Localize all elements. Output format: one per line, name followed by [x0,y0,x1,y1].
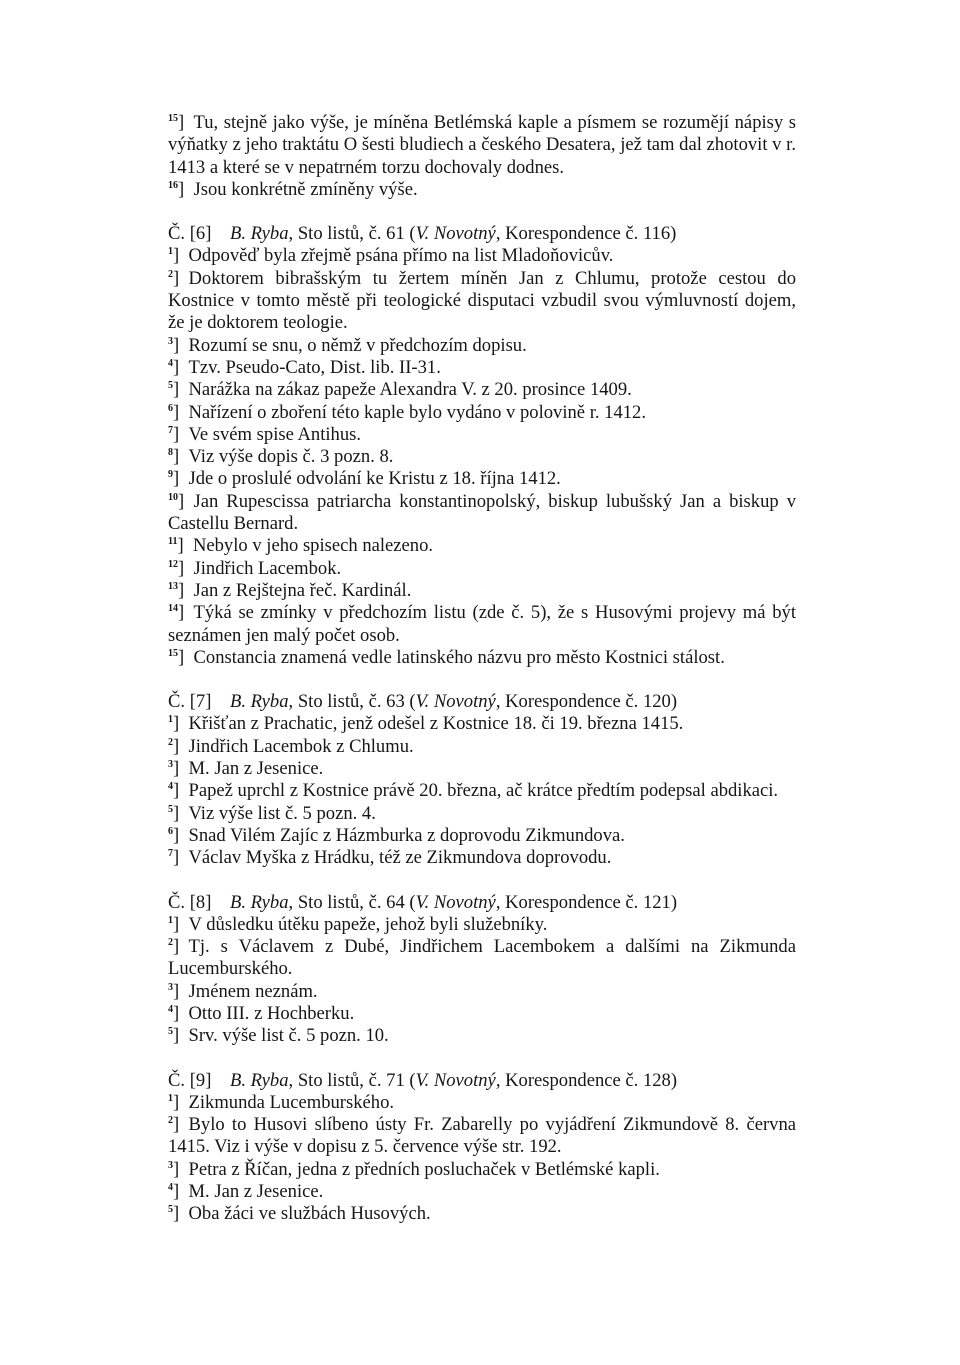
section-gap [168,201,796,223]
footnote: $^3$] Jménem neznám. [168,980,318,1002]
letter-number: Č. [9] [168,1069,212,1091]
footnote-text: M. Jan z Jesenice. [188,1181,324,1203]
section-gap [168,1048,796,1070]
source-sto-listu: , Sto listů, č. 64 ( [288,891,416,913]
letter-header [168,223,796,245]
footnote-text: Jan Rupescissa patriarcha konstantinopolský, biskup lubušský Jan a biskup v Castellu Bernard. [168,490,796,535]
footnote-text: Křišťan z Prachatic, jenž odešel z Kostnice 18. či 19. března 1415. [188,713,684,735]
footnote-number: 5 [168,803,173,815]
letter-number: Č. [7] [168,691,212,713]
footnote: $^7$] Václav Myška z Hrádku, též ze Zikmundova doprovodu. [168,847,612,869]
letter-notes-section [168,1048,796,1226]
footnote-text: Snad Vilém Zajíc z Házmburka z doprovodu Zikmundova. [188,824,625,846]
footnote-number: 6 [168,825,173,837]
author-novotny: V. Novotný [415,1069,496,1091]
footnote: $^{11}$] Nebylo v jeho spisech nalezeno. [168,535,434,557]
footnote-text: M. Jan z Jesenice. [188,758,324,780]
footnote-text: Zikmunda Lucemburského. [188,1091,395,1113]
footnote-text: Rozumí se snu, o němž v předchozím dopisu. [188,334,527,356]
letter-notes-section [168,870,796,1048]
footnote-text: Srv. výše list č. 5 pozn. 10. [188,1025,389,1047]
footnote-number: 1 [168,914,173,926]
footnote-number: 13 [168,580,178,592]
footnote-text: Oba žáci ve službách Husových. [188,1203,431,1225]
author-novotny: V. Novotný [415,223,496,245]
source-korespondence: , Korespondence č. 120) [495,691,678,713]
footnote-number: 2 [168,1115,173,1127]
footnote-text: Nebylo v jeho spisech nalezeno. [192,535,434,557]
footnote-text: Narážka na zákaz papeže Alexandra V. z 20. prosince 1409. [188,379,632,401]
letter-notes-section [168,669,796,869]
footnote-text: Tj. s Václavem z Dubé, Jindřichem Lacembokem a dalšími na Zikmunda Lucemburského. [168,936,796,980]
footnote-number: 4 [168,357,173,369]
footnote-text: Jindřich Lacembok z Chlumu. [188,735,414,757]
footnote: $^1$] Odpověď byla zřejmě psána přímo na list Mladoňovicův. [168,245,614,267]
footnote: $^8$] Viz výše dopis č. 3 pozn. 8. [168,446,394,468]
footnote: $^3$] Petra z Říčan, jedna z předních posluchaček v Betlémské kapli. [168,1158,660,1180]
footnote: $^{15}$] Constancia znamená vedle latinského názvu pro město Kostnici stálost. [168,646,725,668]
footnote-text: Papež uprchl z Kostnice právě 20. března, ač krátce předtím podepsal abdikaci. [188,780,779,802]
footnote: $^2$] Jindřich Lacembok z Chlumu. [168,735,414,757]
footnote-text: Jde o proslulé odvolání ke Kristu z 18. října 1412. [188,468,561,490]
author-ryba: B. Ryba [229,691,289,713]
footnote-text: V důsledku útěku papeže, jehož byli služebníky. [188,913,548,935]
author-novotny: V. Novotný [415,891,496,913]
footnote-number: 9 [168,469,173,481]
footnote-number: 4 [168,1003,173,1015]
footnote-number: 4 [168,1182,173,1194]
author-novotny: V. Novotný [415,691,496,713]
source-korespondence: , Korespondence č. 128) [495,1069,678,1091]
source-sto-listu: , Sto listů, č. 61 ( [288,223,416,245]
section-gap [168,669,796,691]
letter-notes-section [168,112,796,201]
footnote-number: 8 [168,447,173,459]
footnote-number: 16 [168,179,178,191]
footnote-number: 3 [168,335,173,347]
letter-header [168,892,796,914]
footnote: $^{12}$] Jindřich Lacembok. [168,557,342,579]
footnote-number: 1 [168,1092,173,1104]
footnote: $^6$] Nařízení o zboření této kaple bylo vydáno v polovině r. 1412. [168,401,646,423]
footnote: $^1$] V důsledku útěku papeže, jehož byli služebníky. [168,913,548,935]
footnote-number: 4 [168,781,173,793]
footnote: $^{14}$] Týká se zmínky v předchozím listu (zde č. 5), že s Husovými projevy má být seznámen jen malý počet osob. [168,602,796,646]
author-ryba: B. Ryba [229,1069,289,1091]
source-korespondence: , Korespondence č. 121) [495,891,678,913]
letter-number: Č. [8] [168,891,212,913]
letter-header [168,691,796,713]
footnote: $^2$] Bylo to Husovi slíbeno ústy Fr. Zabarelly po vyjádření Zikmundově 8. června 1415. Viz i výše v dopisu z 5. července výše str. 192. [168,1114,796,1158]
footnote-text: Viz výše dopis č. 3 pozn. 8. [188,446,394,468]
footnote-text: Otto III. z Hochberku. [188,1002,355,1024]
source-sto-listu: , Sto listů, č. 63 ( [288,691,416,713]
footnote: $^5$] Viz výše list č. 5 pozn. 4. [168,802,376,824]
footnote-number: 15 [168,113,178,124]
footnote-number: 15 [168,647,178,659]
footnote: $^2$] Doktorem bibrašským tu žertem míněn Jan z Chlumu, protože cestou do Kostnice v tomto městě při teologické disputaci vzbudil svou výmluvností dojem, že je doktorem teologie. [168,267,796,334]
footnote-text: Jan z Rejštejna řeč. Kardinál. [193,579,412,601]
footnote: $^5$] Srv. výše list č. 5 pozn. 10. [168,1025,389,1047]
footnote-text: Petra z Říčan, jedna z předních posluchaček v Betlémské kapli. [188,1158,660,1180]
footnote-text: Jménem neznám. [188,980,318,1002]
footnote-text: Doktorem bibrašským tu žertem míněn Jan z Chlumu, protože cestou do Kostnice v tomto městě při teologické disputaci vzbudil svou výmluvností dojem, že je doktorem teologie. [168,267,796,334]
footnote: $^4$] Tzv. Pseudo-Cato, Dist. lib. II-31. [168,356,441,378]
footnote: $^5$] Oba žáci ve službách Husových. [168,1203,431,1225]
footnote-text: Václav Myška z Hrádku, též ze Zikmundova doprovodu. [188,847,612,869]
footnote: $^3$] Rozumí se snu, o němž v předchozím dopisu. [168,334,527,356]
footnote-text: Nařízení o zboření této kaple bylo vydáno v polovině r. 1412. [188,401,646,423]
footnote-number: 3 [168,981,173,993]
footnote: $^5$] Narážka na zákaz papeže Alexandra V. z 20. prosince 1409. [168,379,632,401]
footnote: $^2$] Tj. s Václavem z Dubé, Jindřichem Lacembokem a dalšími na Zikmunda Lucemburského. [168,936,796,980]
footnote-text: Odpověď byla zřejmě psána přímo na list Mladoňovicův. [188,245,614,267]
footnote: $^1$] Křišťan z Prachatic, jenž odešel z Kostnice 18. či 19. března 1415. [168,713,684,735]
letter-notes-section [168,201,796,669]
footnote-number: 5 [168,1204,173,1216]
footnote-text: Ve svém spise Antihus. [188,423,362,445]
footnote-number: 2 [168,937,173,949]
footnote: $^{15}$] Tu, stejně jako výše, je míněna Betlémská kaple a písmem se rozumějí nápisy s výňatky z jeho traktátu O šesti bludiech a českého Desatera, jež tam dal zhotovit v r. 1413 a které se v nepatrném torzu dochovaly dodnes. [168,112,796,178]
footnotes-page [168,112,796,1226]
footnote: $^4$] Otto III. z Hochberku. [168,1002,355,1024]
footnote-number: 3 [168,1159,173,1171]
footnote-number: 2 [168,268,173,280]
footnote: $^9$] Jde o proslulé odvolání ke Kristu z 18. října 1412. [168,468,561,490]
section-gap [168,870,796,892]
footnote-number: 10 [168,491,178,503]
footnote-text: Bylo to Husovi slíbeno ústy Fr. Zabarelly po vyjádření Zikmundově 8. června 1415. Viz i výše v dopisu z 5. července výše str. 192. [168,1114,796,1158]
author-ryba: B. Ryba [229,891,289,913]
footnote-number: 2 [168,736,173,748]
footnote-number: 12 [168,558,178,570]
footnote-number: 1 [168,714,173,726]
footnote: $^4$] Papež uprchl z Kostnice právě 20. března, ač krátce předtím podepsal abdikaci. [168,780,779,802]
footnote: $^{10}$] Jan Rupescissa patriarcha konstantinopolský, biskup lubušský Jan a biskup v Castellu Bernard. [168,490,796,535]
letter-number: Č. [6] [168,223,212,245]
footnote: $^7$] Ve svém spise Antihus. [168,423,362,445]
footnote-number: 3 [168,759,173,771]
footnote-text: Týká se zmínky v předchozím listu (zde č. 5), že s Husovými projevy má být seznámen jen malý počet osob. [168,602,796,646]
letter-header [168,1070,796,1092]
source-sto-listu: , Sto listů, č. 71 ( [288,1069,416,1091]
footnote-number: 1 [168,246,173,258]
footnote-text: Tu, stejně jako výše, je míněna Betlémská kaple a písmem se rozumějí nápisy s výňatky z jeho traktátu O šesti bludiech a českého Desatera, jež tam dal zhotovit v r. 1413 a které se v nepatrném torzu dochovaly dodnes. [168,112,796,178]
footnote: $^3$] M. Jan z Jesenice. [168,758,324,780]
footnote-number: 5 [168,1026,173,1038]
footnote-number: 14 [168,603,178,615]
footnote: $^{16}$] Jsou konkrétně zmíněny výše. [168,178,418,200]
footnote-text: Viz výše list č. 5 pozn. 4. [188,802,376,824]
footnote-number: 6 [168,402,173,414]
footnote: $^4$] M. Jan z Jesenice. [168,1181,324,1203]
footnote-number: 5 [168,380,173,392]
footnote: $^6$] Snad Vilém Zajíc z Házmburka z doprovodu Zikmundova. [168,824,625,846]
footnote-number: 7 [168,424,173,436]
footnote: $^{13}$] Jan z Rejštejna řeč. Kardinál. [168,579,412,601]
footnote: $^1$] Zikmunda Lucemburského. [168,1091,395,1113]
footnote-text: Constancia znamená vedle latinského názvu pro město Kostnici stálost. [193,646,725,668]
author-ryba: B. Ryba [229,223,289,245]
footnote-text: Jindřich Lacembok. [193,557,342,579]
footnote-text: Jsou konkrétně zmíněny výše. [193,178,418,200]
source-korespondence: , Korespondence č. 116) [495,223,677,245]
footnote-text: Tzv. Pseudo-Cato, Dist. lib. II-31. [188,356,441,378]
footnote-number: 11 [168,536,178,548]
footnote-number: 7 [168,848,173,860]
